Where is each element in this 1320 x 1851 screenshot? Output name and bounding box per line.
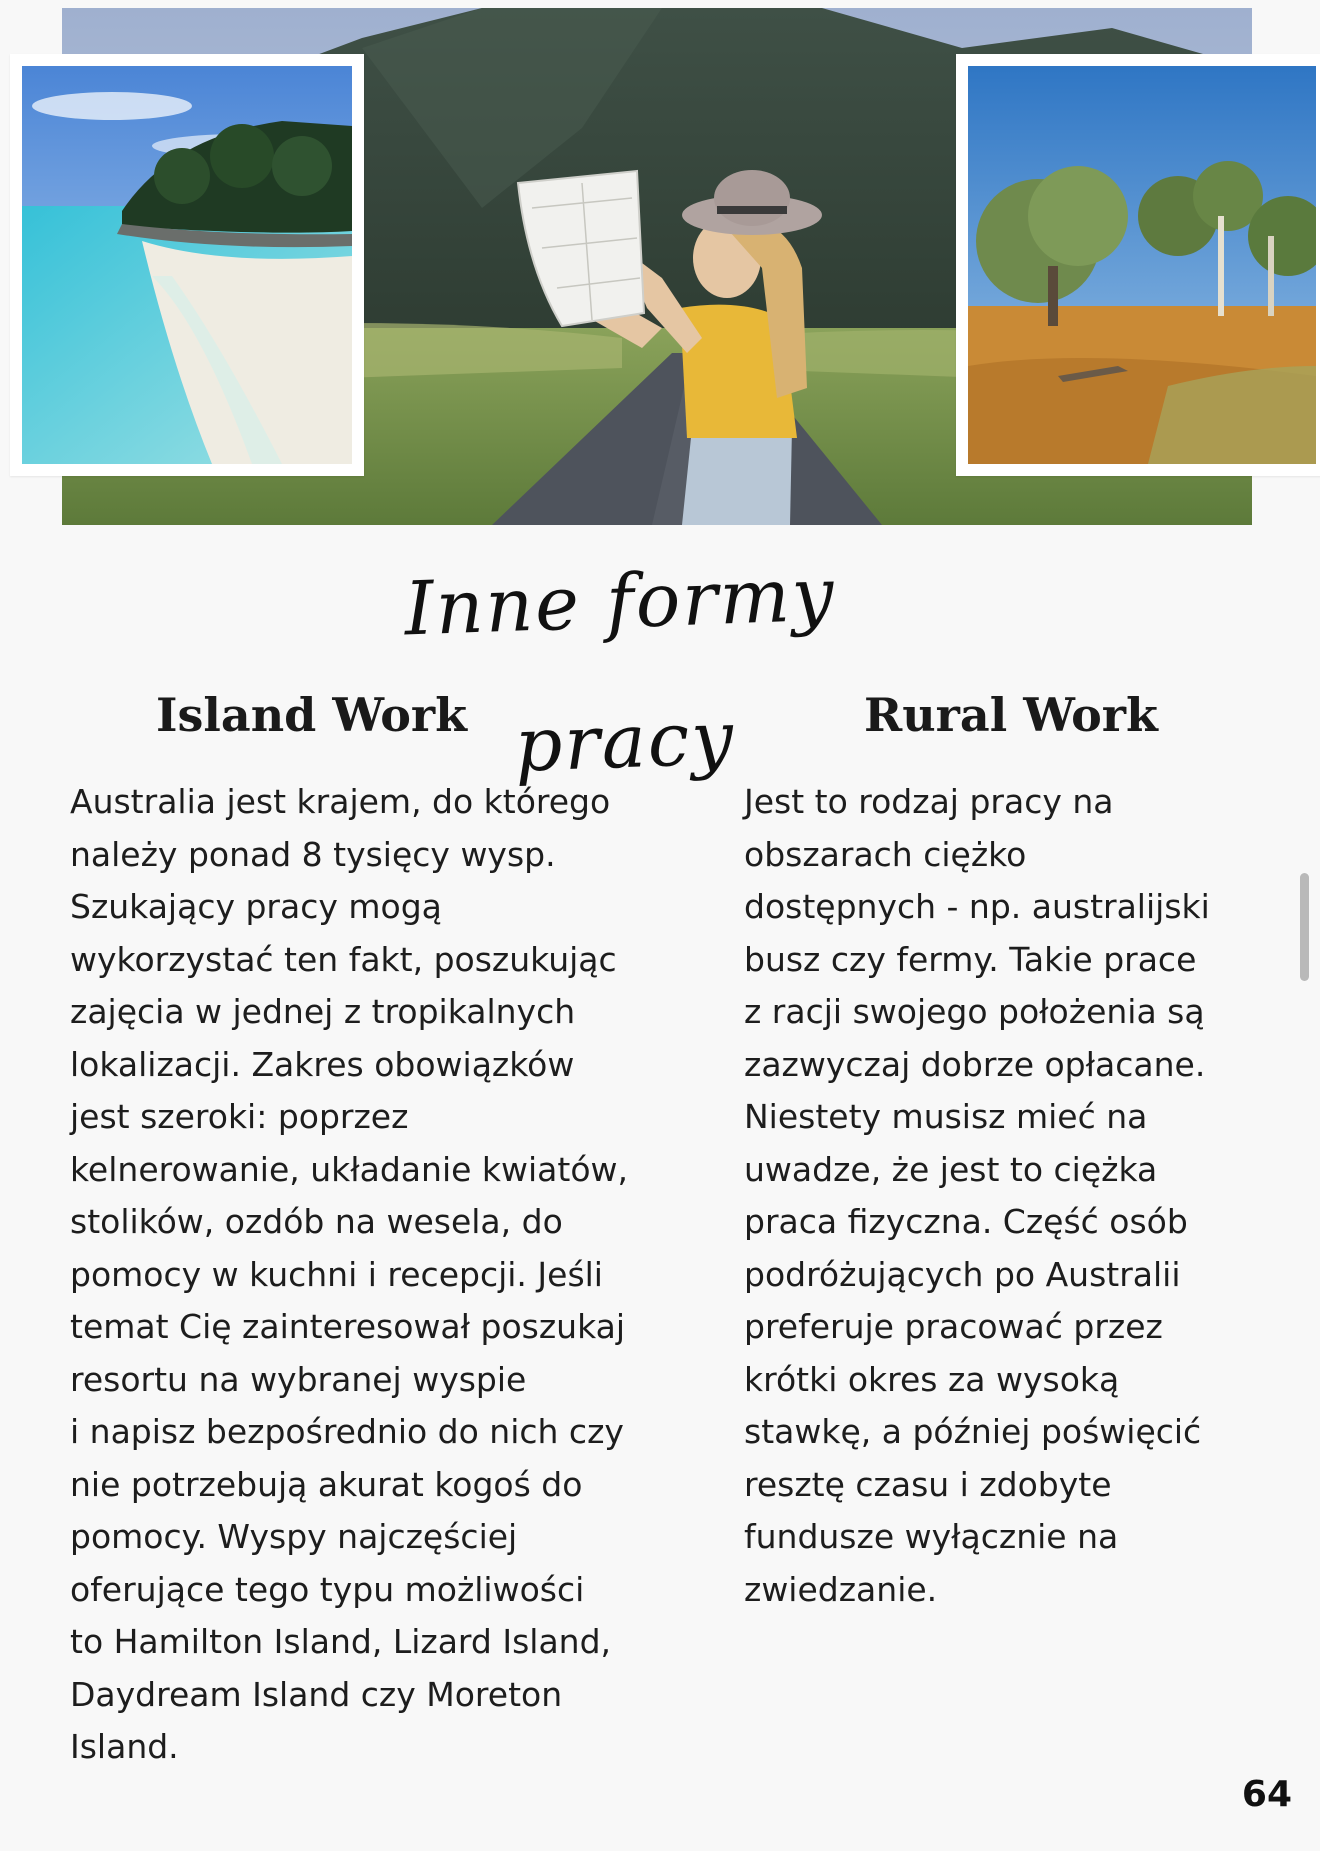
text-line: stolików, ozdób na wesela, do bbox=[70, 1202, 563, 1241]
text-line: temat Cię zainteresował poszukaj bbox=[70, 1307, 626, 1346]
text-line: Daydream Island czy Moreton bbox=[70, 1674, 563, 1714]
text-line: pomocy. Wyspy najczęściej bbox=[70, 1517, 518, 1556]
text-line: nie potrzebują akurat kogoś do bbox=[70, 1464, 583, 1504]
text-line: Jest to rodzaj pracy na bbox=[744, 782, 1114, 821]
text-line: Island. bbox=[70, 1727, 179, 1766]
text-line: zazwyczaj dobrze opłacane. bbox=[744, 1044, 1206, 1084]
text-line: fundusze wyłącznie na bbox=[744, 1517, 1119, 1556]
text-line: należy ponad 8 tysięcy wysp. bbox=[70, 834, 556, 874]
text-line: praca fizyczna. Część osób bbox=[744, 1202, 1188, 1241]
text-line: lokalizacji. Zakres obowiązków bbox=[70, 1044, 575, 1084]
island-work-heading: Island Work bbox=[156, 688, 468, 742]
text-line: zajęcia w jednej z tropikalnych bbox=[70, 992, 576, 1031]
text-line: Niestety musisz mieć na bbox=[744, 1097, 1148, 1136]
text-line: resortu na wybranej wyspie bbox=[70, 1359, 527, 1399]
australian-bush-photo bbox=[956, 54, 1320, 476]
text-line: krótki okres za wysoką bbox=[744, 1359, 1120, 1399]
text-line: resztę czasu i zdobyte bbox=[744, 1464, 1112, 1504]
text-line: Australia jest krajem, do którego bbox=[70, 782, 611, 821]
island-beach-photo bbox=[10, 54, 364, 476]
text-line: dostępnych - np. australijski bbox=[744, 887, 1210, 926]
text-line: z racji swojego położenia są bbox=[744, 992, 1205, 1031]
scrollbar-thumb[interactable] bbox=[1300, 873, 1309, 981]
text-line: preferuje pracować przez bbox=[744, 1307, 1163, 1346]
text-line: podróżujących po Australii bbox=[744, 1254, 1181, 1294]
text-line: oferujące tego typu możliwości bbox=[70, 1569, 585, 1609]
text-line: uwadze, że jest to ciężka bbox=[744, 1149, 1158, 1189]
rural-work-paragraph bbox=[744, 776, 1284, 1616]
text-line: jest szeroki: poprzez bbox=[70, 1097, 409, 1136]
page-number: 64 bbox=[1241, 1774, 1292, 1815]
text-line: pomocy w kuchni i recepcji. Jeśli bbox=[70, 1254, 603, 1294]
text-line: busz czy fermy. Takie prace bbox=[744, 939, 1197, 979]
text-line: wykorzystać ten fakt, poszukując bbox=[70, 939, 617, 979]
island-work-paragraph bbox=[70, 776, 710, 1774]
text-line: to Hamilton Island, Lizard Island, bbox=[70, 1622, 612, 1661]
text-line: kelnerowanie, układanie kwiatów, bbox=[70, 1149, 629, 1189]
text-line: zwiedzanie. bbox=[744, 1569, 938, 1609]
text-line: i napisz bezpośrednio do nich czy bbox=[70, 1412, 624, 1451]
page-title: Inne formy pracy bbox=[403, 551, 837, 789]
text-line: Szukający pracy mogą bbox=[70, 887, 442, 926]
rural-work-heading: Rural Work bbox=[864, 688, 1158, 742]
text-line: obszarach ciężko bbox=[744, 834, 1027, 874]
text-line: stawkę, a później poświęcić bbox=[744, 1412, 1202, 1451]
